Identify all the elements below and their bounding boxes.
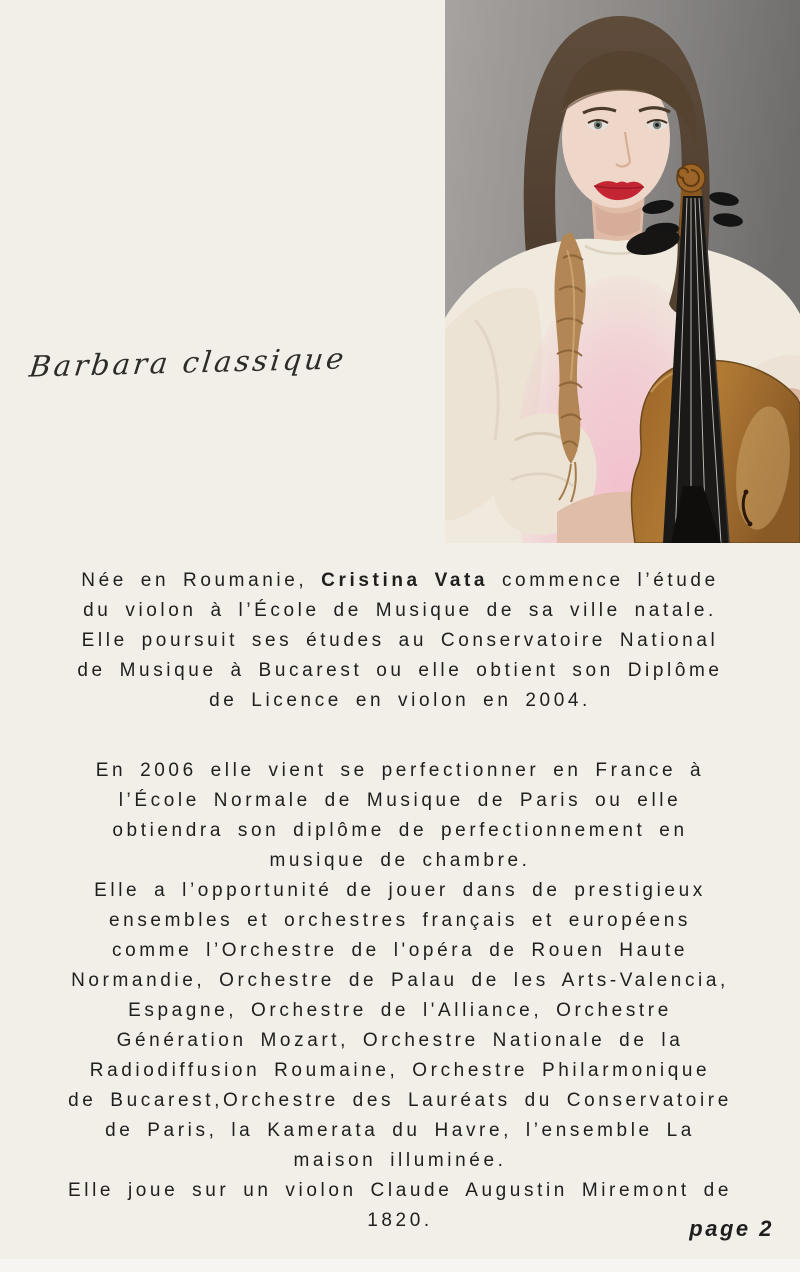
text-line: Elle joue sur un violon Claude Augustin Miremont de	[67, 1180, 733, 1201]
text-line: 1820.	[367, 1210, 433, 1231]
text-line: de Musique à Bucarest ou elle obtient son Diplôme	[77, 660, 723, 681]
text-line: En 2006 elle vient se perfectionner en France à	[95, 760, 705, 781]
footer-strip	[0, 1259, 800, 1272]
bio-paragraph-1	[40, 566, 760, 716]
text-line: Normandie, Orchestre de Palau de les Arts-Valencia,	[71, 970, 729, 991]
text-line: de Paris, la Kamerata du Havre, l’ensemble La	[105, 1120, 695, 1141]
text-line: de Licence en violon en 2004.	[209, 690, 591, 711]
bio-text	[40, 566, 760, 1236]
text-line: comme l’Orchestre de l'opéra de Rouen Haute	[111, 940, 689, 961]
page-number: page 2	[689, 1216, 774, 1241]
text-line: maison illuminée.	[293, 1150, 507, 1171]
portrait-photo-image	[445, 0, 800, 543]
bio-paragraph-2-lines	[40, 756, 760, 1236]
text-line	[40, 566, 760, 596]
text-line: musique de chambre.	[269, 850, 531, 871]
text-line: Radiodiffusion Roumaine, Orchestre Philarmonique	[89, 1060, 711, 1081]
bio-paragraph-2	[40, 756, 760, 1236]
text-line: Espagne, Orchestre de l'Alliance, Orchestre	[128, 1000, 672, 1021]
portrait-photo	[445, 0, 800, 543]
bio-line1-pre: Née en Roumanie,	[81, 570, 322, 591]
text-line: Elle poursuit ses études au Conservatoire National	[81, 630, 719, 651]
text-line: l’École Normale de Musique de Paris ou elle	[118, 790, 682, 811]
text-line: ensembles et orchestres français et européens	[109, 910, 691, 931]
text-line: du violon à l’École de Musique de sa ville natale.	[83, 600, 717, 621]
artist-name: Cristina Vata	[321, 570, 489, 591]
text-line: Génération Mozart, Orchestre Nationale de la	[116, 1030, 684, 1051]
text-line: obtiendra son diplôme de perfectionnement en	[112, 820, 688, 841]
brand-signature: Barbara classique	[27, 341, 349, 384]
bio-line1-post: commence l’étude	[488, 570, 719, 591]
bio-paragraph-1-lines	[40, 596, 760, 716]
text-line: Elle a l’opportunité de jouer dans de prestigieux	[94, 880, 706, 901]
text-line: de Bucarest,Orchestre des Lauréats du Conservatoire	[68, 1090, 732, 1111]
